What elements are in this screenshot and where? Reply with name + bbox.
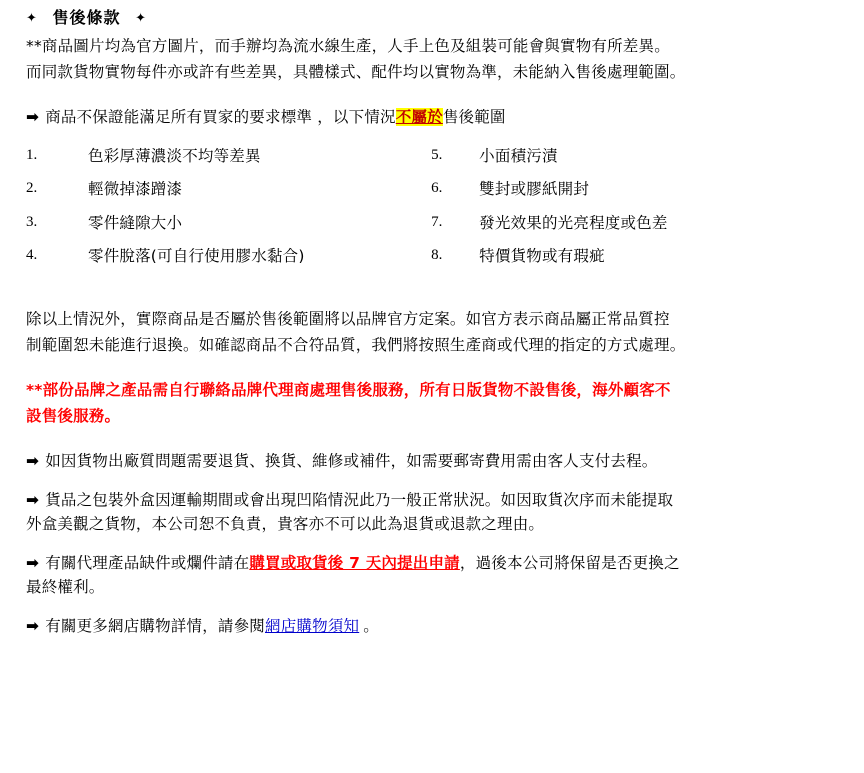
arrow-icon: ➡ <box>26 490 40 509</box>
list-item <box>431 178 846 200</box>
list-item-label: 輕微掉漆蹭漆 <box>88 180 183 199</box>
arrow-icon: ➡ <box>26 108 40 127</box>
exclusion-list-left <box>26 145 431 279</box>
list-item-number: 2. <box>26 180 38 197</box>
list-item-number: 8. <box>431 247 443 263</box>
list-item-label: 小面積污漬 <box>479 146 558 165</box>
bullet-more-info-after: 。 <box>363 616 379 635</box>
list-item <box>26 145 431 167</box>
intro-line-1: **商品圖片均為官方圖片，而手辦均為流水線生產，人手上色及組裝可能會與實物有所差異。 <box>26 37 670 56</box>
diamond-icon-right: ✦ <box>135 11 147 26</box>
bullet-box-condition <box>26 489 846 511</box>
page-title-text: 售後條款 <box>52 8 121 27</box>
bullet-missing-parts-before: 有關代理產品缺件或爛件請在 <box>45 553 250 572</box>
exclusion-lists <box>26 145 846 279</box>
spacer <box>26 278 846 308</box>
page-title <box>26 6 846 29</box>
list-item-label: 特價貨物或有瑕疵 <box>479 247 605 265</box>
shopping-guide-link[interactable]: 網店購物須知 <box>265 616 360 635</box>
bullet-box-condition-line-2-wrap <box>26 513 846 535</box>
arrow-icon: ➡ <box>26 616 40 635</box>
list-item <box>26 178 431 200</box>
list-item <box>26 212 431 234</box>
intro-line-2: 而同款貨物實物每件亦或許有些差異，具體樣式、配件均以實物為準，未能納入售後處理範圍。 <box>26 62 686 81</box>
list-item-number: 4. <box>26 247 38 263</box>
list-item-number: 1. <box>26 146 38 163</box>
list-item-number: 7. <box>431 213 443 230</box>
arrow-icon: ➡ <box>26 553 40 572</box>
policy-line-1: 除以上情況外，實際商品是否屬於售後範圍將以品牌官方定案。如官方表示商品屬正常品質控 <box>26 310 670 329</box>
spacer <box>26 601 846 615</box>
red-notice-line-1: **部份品牌之產品需自行聯絡品牌代理商處理售後服務，所有日版貨物不設售後，海外顧客不 <box>26 381 671 400</box>
list-item <box>431 145 846 167</box>
bullet-more-info-before: 有關更多網店購物詳情，請參閱 <box>45 616 265 635</box>
scope-notice-before: 商品不保證能滿足所有買家的要求標準 ，以下情況 <box>45 108 396 127</box>
list-item-number: 5. <box>431 146 443 163</box>
list-item-label: 零件脫落(可自行使用膠水黏合) <box>88 247 305 265</box>
bullet-shipping-fee-text: 如因貨物出廠質問題需要退貨、換貨、維修或補件，如需要郵寄費用需由客人支付去程。 <box>45 452 658 471</box>
scope-notice-highlight: 不屬於 <box>395 108 443 127</box>
red-notice-line-2: 設售後服務。 <box>26 406 121 425</box>
bullet-box-condition-line-1: 貨品之包裝外盒因運輸期間或會出現凹陷情況此乃一般正常狀況。如因取貨次序而未能提取 <box>45 490 674 509</box>
list-item <box>431 212 846 234</box>
arrow-icon: ➡ <box>26 452 40 471</box>
bullet-missing-parts-line-2: 最終權利。 <box>26 578 105 597</box>
bullet-missing-parts <box>26 552 846 574</box>
list-item <box>26 245 431 267</box>
diamond-icon-left: ✦ <box>26 11 38 26</box>
list-item-label: 雙封或膠紙開封 <box>479 180 590 199</box>
bullet-shipping-fee <box>26 450 846 472</box>
bullet-missing-parts-after: ，過後本公司將保留是否更換之 <box>459 553 680 572</box>
bullet-missing-parts-line-2-wrap <box>26 576 846 598</box>
list-item-number: 3. <box>26 213 38 230</box>
bullet-more-info <box>26 615 846 637</box>
spacer <box>26 430 846 450</box>
list-item-label: 色彩厚薄濃淡不均等差異 <box>88 146 261 165</box>
bullet-missing-parts-highlight: 購買或取貨後 7 天內提出申請 <box>249 553 460 572</box>
spacer <box>26 475 846 489</box>
list-item-label: 發光效果的光亮程度或色差 <box>479 213 668 232</box>
spacer <box>26 86 846 106</box>
list-item <box>431 245 846 267</box>
bullet-box-condition-line-2: 外盒美觀之貨物，本公司恕不負責，貴客亦不可以此為退貨或退款之理由。 <box>26 515 545 534</box>
spacer <box>26 359 846 379</box>
spacer <box>26 538 846 552</box>
list-item-label: 零件縫隙大小 <box>88 213 183 232</box>
policy-line-2: 制範圍恕未能進行退換。如確認商品不合符品質，我們將按照生產商或代理的指定的方式處理。 <box>26 335 686 354</box>
list-item-number: 6. <box>431 180 443 197</box>
scope-notice-after: 售後範圍 <box>442 108 506 127</box>
scope-notice <box>26 106 846 128</box>
exclusion-list-right <box>431 145 846 279</box>
